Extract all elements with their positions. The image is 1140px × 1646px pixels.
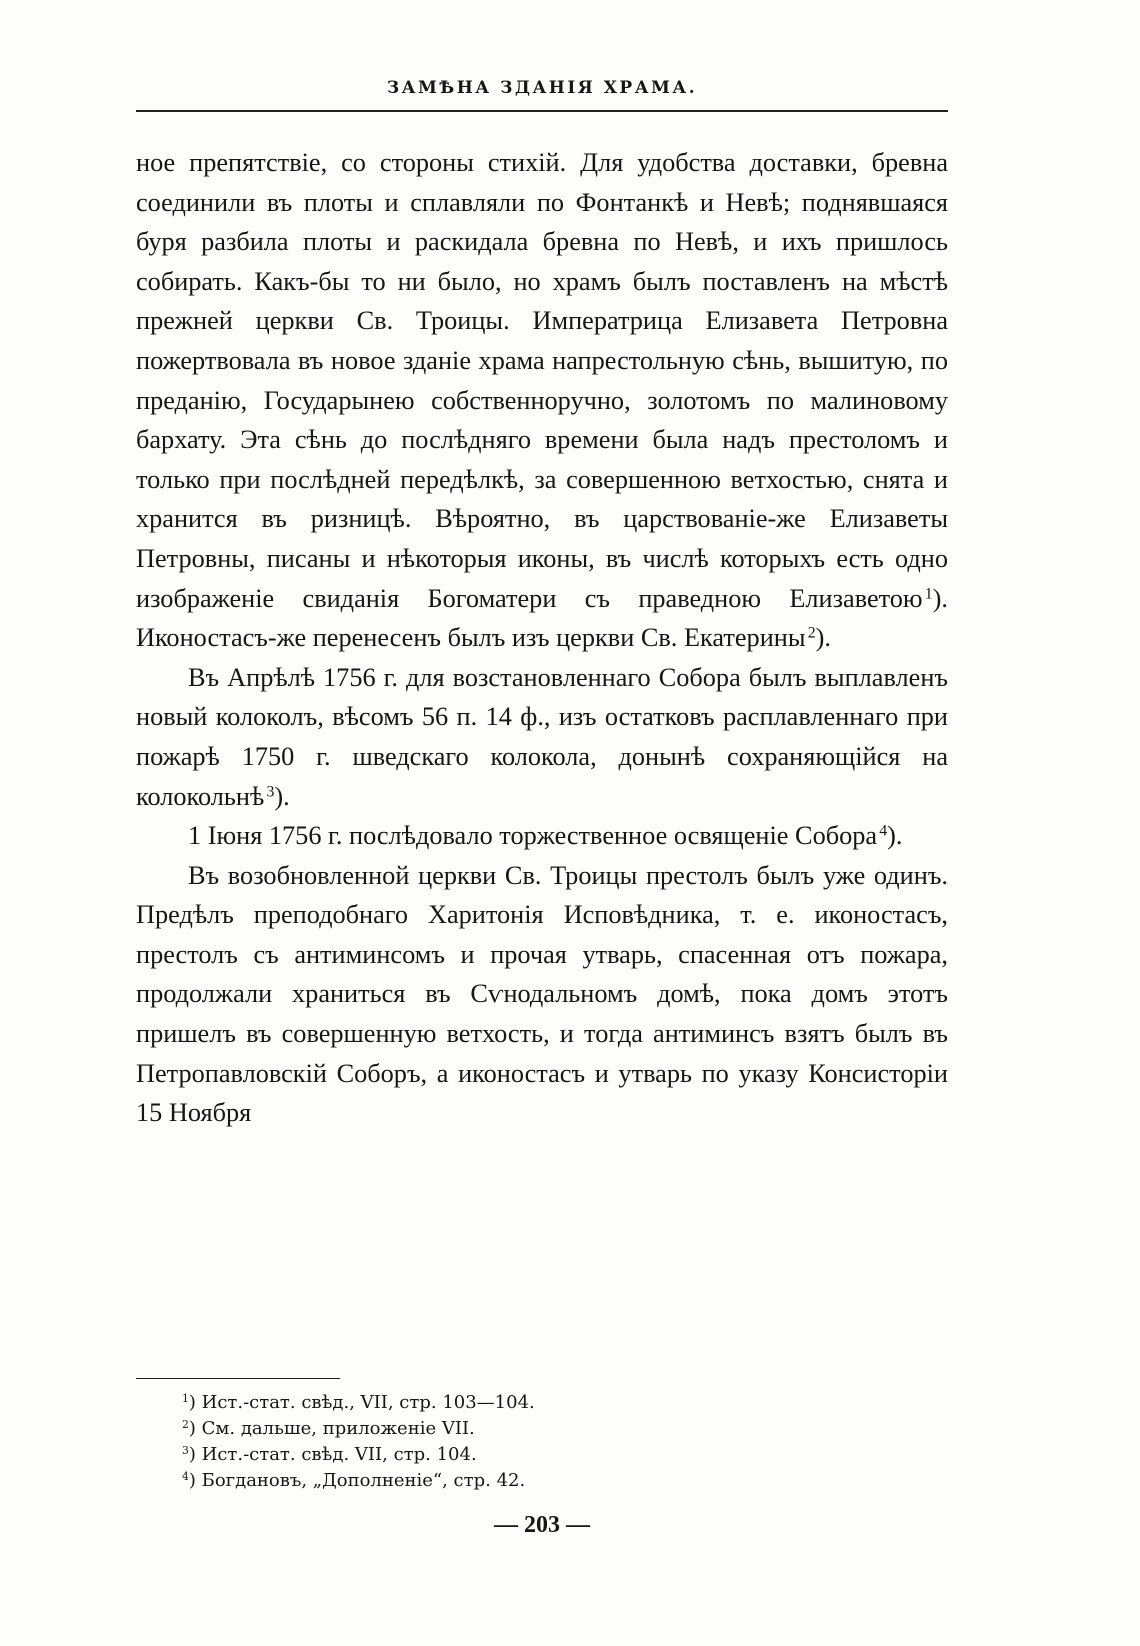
- paragraph-2: [136, 658, 948, 816]
- paragraph-2-text: Въ Апрѣлѣ 1756 г. для возстановленнаго Собора былъ выплавленъ новый колоколъ, вѣсомъ 56 п. 14 ф., изъ остатковъ расплавленнаго при пожарѣ 1750 г. шведскаго колокола, донынѣ сохраняющійся на колокольнѣ: [136, 662, 948, 811]
- paragraph-3-text: 1 Іюня 1756 г. послѣдовало торжественное освященіе Собора: [188, 821, 878, 851]
- paragraph-1: [136, 143, 948, 658]
- header-rule: [136, 110, 948, 112]
- footnote-4: [182, 1468, 882, 1494]
- footnote-mark: 1: [182, 1392, 189, 1406]
- footnote-ref-4: 4: [879, 822, 888, 840]
- footnote-mark: 3: [182, 1444, 189, 1458]
- body-text: [136, 143, 948, 1133]
- footnote-ref-1: 1: [924, 584, 933, 602]
- footnote-ref-3: 3: [266, 782, 275, 800]
- paragraph-2-end: ).: [274, 781, 290, 811]
- paragraph-1-end: ).: [815, 623, 831, 653]
- paragraph-1-text-b: ). Иконостасъ-же перенесенъ былъ изъ церкви Св. Екатерины: [136, 583, 948, 653]
- footnote-text: ) Ист.-стат. свѣд. VII, стр. 104.: [188, 1444, 477, 1465]
- footnote-2: [182, 1416, 882, 1442]
- paragraph-3-end: ).: [887, 821, 903, 851]
- running-header: ЗАМѢНА ЗДАНІЯ ХРАМА.: [386, 78, 698, 98]
- footnote-text: ) См. дальше, приложеніе VII.: [188, 1418, 475, 1439]
- footnote-mark: 2: [182, 1418, 189, 1432]
- footnote-mark: 4: [182, 1470, 189, 1484]
- paragraph-1-text: ное препятствіе, со стороны стихій. Для удобства доставки, бревна соединили въ плоты и сплавляли по Фонтанкѣ и Невѣ; поднявшаяся буря разбила плоты и раскидала бревна по Невѣ, и ихъ пришлось собирать. Какъ-бы то ни было, но храмъ былъ поставленъ на мѣстѣ прежней церкви Св. Троицы. Императрица Елизавета Петровна пожертвовала въ новое зданіе храма напрестольную сѣнь, вышитую, по преданію, Государынею собственноручно, золотомъ по малиновому бархату. Эта сѣнь до послѣдняго времени была надъ престоломъ и только при послѣдней передѣлкѣ, за совершенною ветхостью, снята и хранится въ ризницѣ. Вѣроятно, въ царствованіе-же Елизаветы Петровны, писаны и нѣкоторыя иконы, въ числѣ которыхъ есть одно изображеніе свиданія Богоматери съ праведною Елизаветою: [136, 148, 948, 613]
- paragraph-3: [136, 816, 948, 856]
- footnote-text: ) Богдановъ, „Дополненіе“, стр. 42.: [188, 1470, 526, 1491]
- footnotes: [182, 1390, 882, 1494]
- footnote-1: [182, 1390, 882, 1416]
- paragraph-4: Въ возобновленной церкви Св. Троицы престолъ былъ уже одинъ. Предѣлъ преподобнаго Харитонія Исповѣдника, т. е. иконостасъ, престолъ съ антиминсомъ и прочая утварь, спасенная отъ пожара, продолжали храниться въ Сѵнодальномъ домѣ, пока домъ этотъ пришелъ въ совершенную ветхость, и тогда антиминсъ взятъ былъ въ Петропавловскій Соборъ, а иконостасъ и утварь по указу Консисторіи 15 Ноября: [136, 860, 948, 1128]
- footnote-3: [182, 1442, 882, 1468]
- footnote-ref-2: 2: [807, 624, 816, 642]
- footnote-rule: [136, 1378, 340, 1379]
- page-number: — 203 —: [494, 1512, 590, 1538]
- footnote-text: ) Ист.-стат. свѣд., VII, стр. 103—104.: [188, 1392, 535, 1413]
